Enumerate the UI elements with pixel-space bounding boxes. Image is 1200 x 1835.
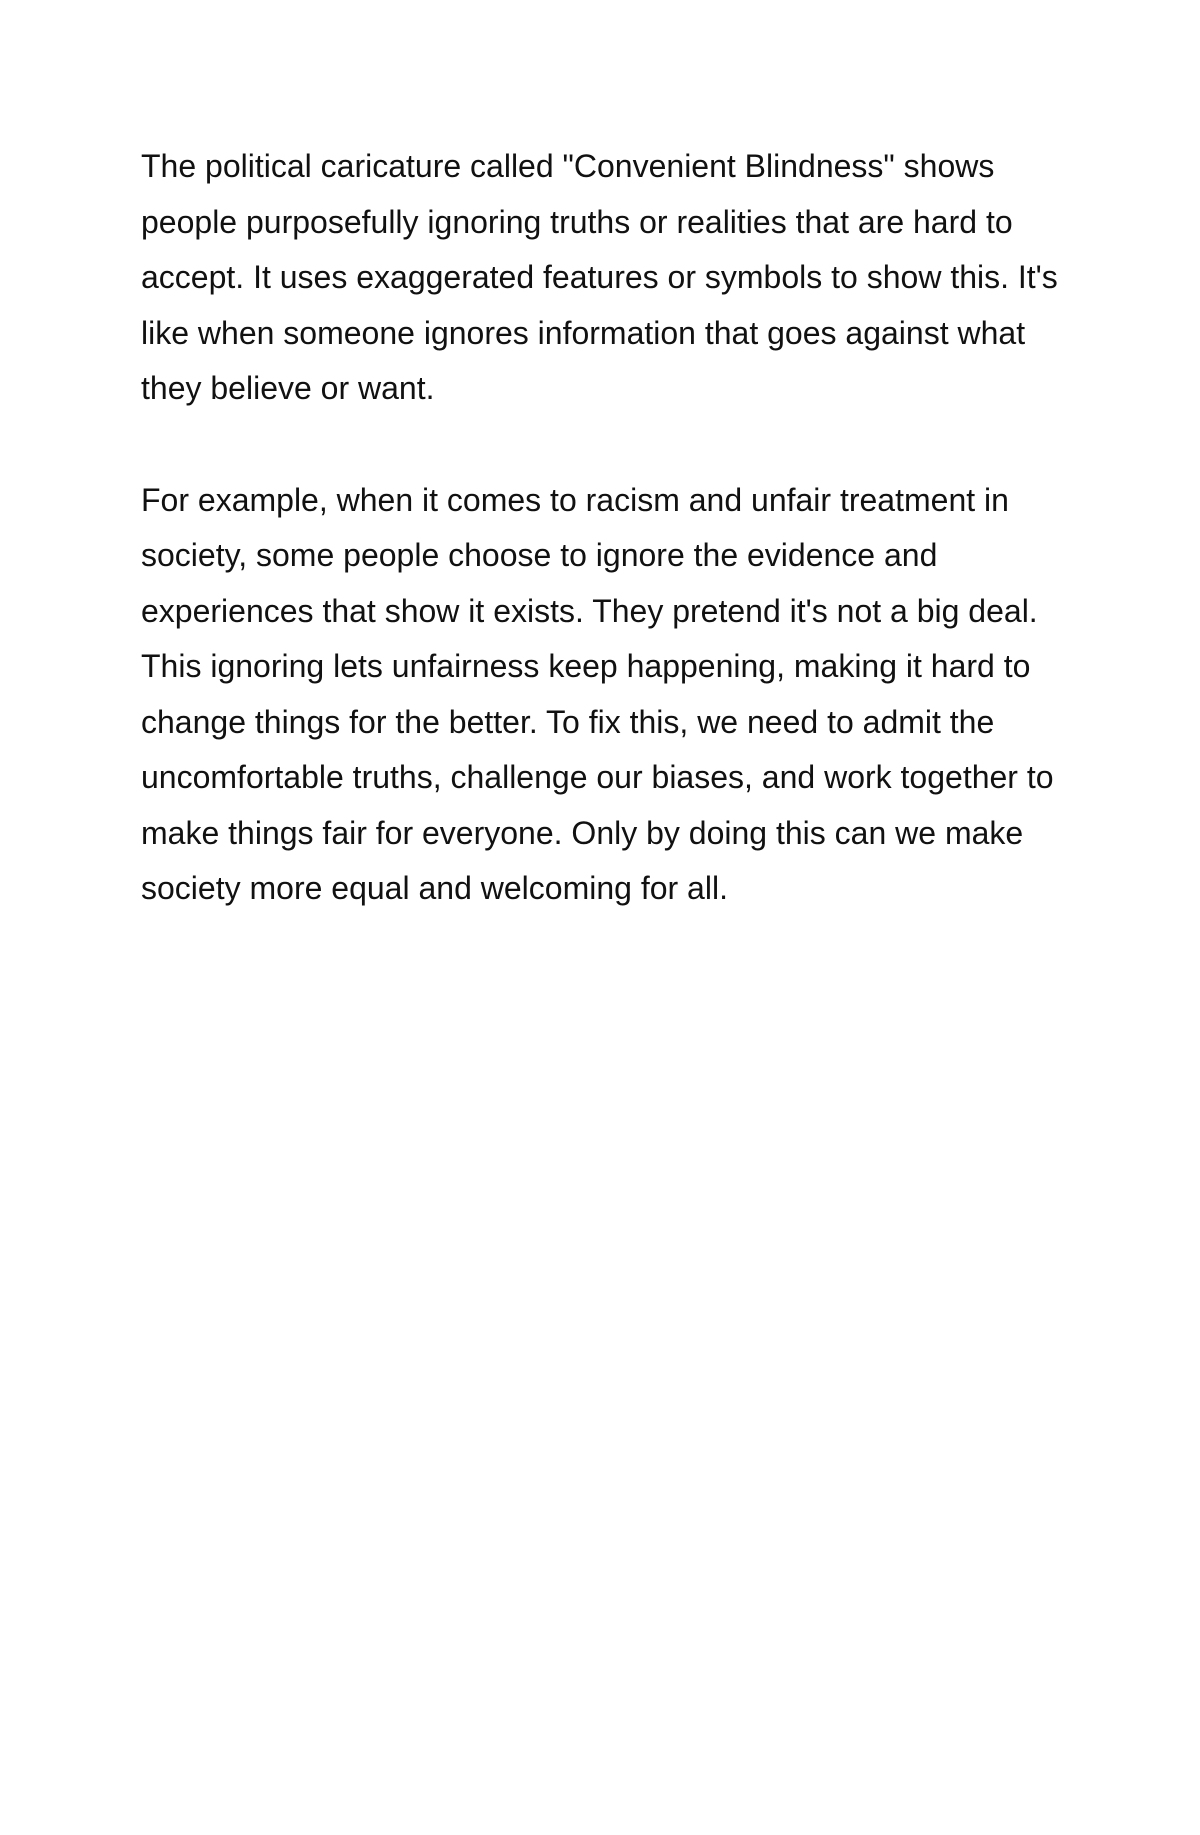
paragraph-convenient-blindness: The political caricature called "Convenient Blindness" shows people purposefully ignoring truths or realities that are hard to accept. It uses exaggerated features or symbols to show this. It's like when someone ignores information that goes against what they believe or want. [141,148,1058,406]
paragraph-racism-example: For example, when it comes to racism and unfair treatment in society, some people choose to ignore the evidence and experiences that show it exists. They pretend it's not a big deal. This ignoring lets unfairness keep happening, making it hard to change things for the better. To fix this, we need to admit the uncomfortable truths, challenge our biases, and work together to make things fair for everyone. Only by doing this can we make society more equal and welcoming for all. [141,481,1054,906]
document-body [141,139,1076,917]
